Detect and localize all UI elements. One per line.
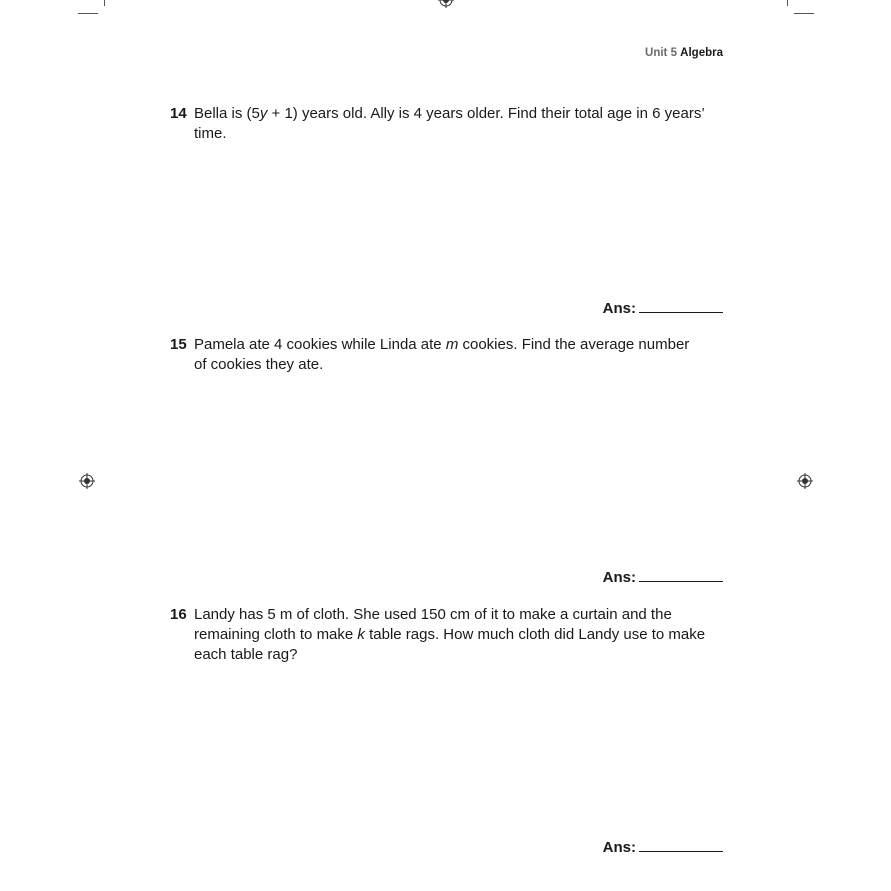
answer-blank[interactable] <box>639 567 723 582</box>
question-number: 14 <box>170 105 187 122</box>
question-text: Pamela ate 4 cookies while Linda ate m cookies. Find the average number of cookies they ate. <box>194 336 690 373</box>
answer-line-15[interactable] <box>603 567 723 586</box>
header-unit: Unit 5 <box>645 47 677 59</box>
answer-blank[interactable] <box>639 298 723 313</box>
registration-mark-top-icon <box>438 0 454 8</box>
question-14 <box>170 104 725 144</box>
answer-line-14[interactable] <box>603 298 723 317</box>
header-subject: Algebra <box>680 47 723 59</box>
running-header <box>645 47 723 59</box>
question-text: Bella is (5y + 1) years old. Ally is 4 years older. Find their total age in 6 years’ time. <box>194 105 705 142</box>
registration-mark-left-icon <box>79 473 95 489</box>
answer-label: Ans: <box>602 300 636 317</box>
crop-mark-top-left-vertical <box>104 0 105 6</box>
question-number: 15 <box>170 336 187 353</box>
answer-label: Ans: <box>602 569 636 586</box>
question-text: Landy has 5 m of cloth. She used 150 cm of it to make a curtain and the remaining cloth to make k table rags. How much cloth did Landy use to make each table rag? <box>194 606 706 663</box>
answer-line-16[interactable] <box>603 837 723 856</box>
answer-blank[interactable] <box>639 837 723 852</box>
answer-label: Ans: <box>602 839 636 856</box>
question-16 <box>170 605 725 665</box>
crop-mark-top-right-horizontal <box>794 13 814 14</box>
question-15 <box>170 335 725 375</box>
question-number: 16 <box>170 606 187 623</box>
crop-mark-top-left-horizontal <box>78 13 98 14</box>
registration-mark-right-icon <box>797 473 813 489</box>
crop-mark-top-right-vertical <box>787 0 788 6</box>
